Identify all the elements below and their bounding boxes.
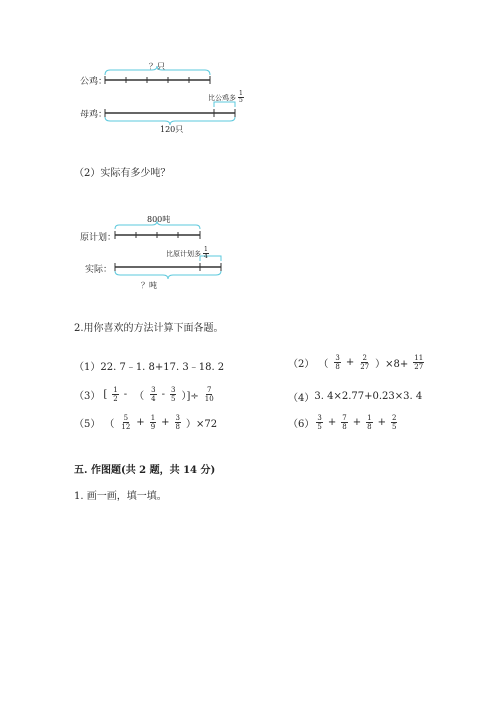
section-2-title: 2.用你喜欢的方法计算下面各题。 (74, 323, 224, 334)
diagram1-side-fraction: $\frac{1}{5}$ (239, 90, 243, 104)
problem-1-label: （1） (74, 362, 101, 373)
problem-6-label: （6） (288, 418, 315, 430)
problem-6: （6） $\frac{3}{5}$ + $\frac{7}{8}$ + $\frac{1}{8}$ + $\frac{2}{5}$ (288, 413, 397, 431)
fraction: $\frac{3}{5}$ (317, 413, 322, 431)
diagram2-actual-label: 实际： (85, 265, 113, 275)
problem-1-expr: 22. 7﹣1. 8+17. 3﹣18. 2 (100, 362, 225, 373)
problem-4-label: （4） (288, 393, 315, 404)
fraction: $\frac{3}{4}$ (151, 385, 156, 403)
diagram1-rooster-label: 公鸡： (80, 77, 108, 87)
diagram1-hen-label: 母鸡： (80, 110, 108, 120)
diagram2-side-note (166, 247, 211, 260)
diagram1-bottom-label: 120只 (160, 125, 184, 134)
problem-5-label: （5） (74, 418, 101, 430)
problem-4 (288, 389, 422, 404)
section-5-question-1: 1. 画一画，填一填。 (74, 491, 167, 502)
problem-3-label: （3） (74, 390, 101, 402)
problem-3: （3） [ $\frac{1}{2}$ - （ $\frac{3}{4}$ - $\frac{3}{5}$ ）]÷ $\frac{7}{10}$ (74, 385, 214, 403)
problem-4-expr: 3. 4×2.77+0.23×3. 4 (314, 391, 423, 402)
problem-5: （5） （ $\frac{5}{12}$ + $\frac{1}{9}$ + $\frac{3}{8}$ ）×72 (74, 413, 218, 431)
fraction: $\frac{1}{8}$ (367, 413, 372, 431)
section-5-title: 五. 作图题(共 2 题，共 14 分) (74, 465, 216, 476)
diagram1-top-label: ？只 (149, 62, 165, 71)
diagram2-side-note-text: 比原计划多 (166, 249, 201, 258)
problem-2-label: （2） (288, 358, 315, 370)
fraction: $\frac{7}{10}$ (204, 385, 214, 403)
fraction: $\frac{3}{8}$ (335, 353, 340, 371)
fraction: $\frac{1}{9}$ (150, 413, 156, 431)
diagram2-bottom-label: ？吨 (141, 281, 157, 290)
fraction: $\frac{7}{8}$ (342, 413, 347, 431)
fraction: $\frac{5}{12}$ (121, 413, 131, 431)
fraction: $\frac{3}{8}$ (175, 413, 181, 431)
diagram1-side-note-text: 比公鸡多 (208, 93, 236, 102)
fraction: $\frac{2}{27}$ (360, 353, 370, 371)
problem-1 (74, 358, 224, 373)
fraction: $\frac{2}{5}$ (391, 413, 397, 431)
diagram2-plan-label: 原计划： (80, 233, 117, 243)
question-2-text: （2）实际有多少吨？ (74, 168, 171, 179)
diagram1-side-note (208, 91, 246, 104)
problem-2: （2） （ $\frac{3}{8}$ + $\frac{2}{27}$ ）×8+ $\frac{11}{27}$ (288, 353, 424, 371)
diagram2-top-label: 800吨 (147, 215, 171, 224)
fraction: $\frac{3}{5}$ (171, 385, 176, 403)
fraction: $\frac{1}{2}$ (113, 385, 118, 403)
diagram2-side-fraction: $\frac{1}{4}$ (204, 246, 208, 260)
fraction: $\frac{11}{27}$ (414, 353, 424, 371)
